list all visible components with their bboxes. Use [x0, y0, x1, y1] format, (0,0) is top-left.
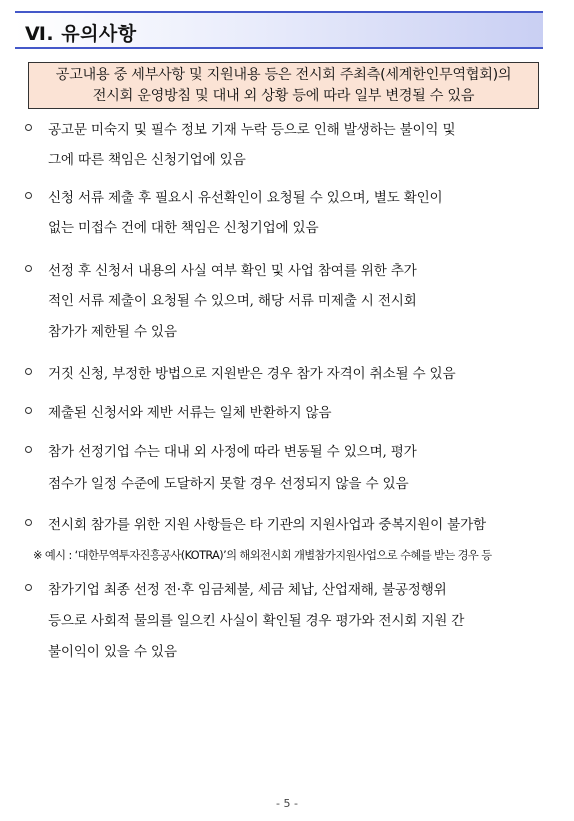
list-item-line: 신청 서류 제출 후 필요시 유선확인이 요청될 수 있으며, 별도 확인이 — [48, 190, 443, 206]
notice-line-2: 전시회 운영방침 및 대내 외 상황 등에 따라 일부 변경될 수 있음 — [92, 88, 475, 104]
list-item-line: 적인 서류 제출이 요청될 수 있으며, 해당 서류 미제출 시 전시회 — [48, 293, 417, 309]
list-item-line: 그에 따른 책임은 신청기업에 있음 — [48, 152, 246, 168]
list-item-line: 등으로 사회적 물의를 일으킨 사실이 확인될 경우 평가와 전시회 지원 간 — [48, 613, 465, 629]
example-note: ※ 예시 : ‘대한무역투자진흥공사(KOTRA)’의 해외전시회 개별참가지원사업으로 수혜를 받는 경우 등 — [33, 549, 492, 562]
list-item-line: 선정 후 신청서 내용의 사실 여부 확인 및 사업 참여를 위한 추가 — [48, 263, 417, 279]
circle-bullet-icon — [25, 124, 32, 131]
list-item-line: 공고문 미숙지 및 필수 정보 기재 누락 등으로 인해 발생하는 불이익 및 — [48, 122, 456, 138]
list-item-line: 참가기업 최종 선정 전·후 임금체불, 세금 체납, 산업재해, 불공정행위 — [48, 582, 447, 598]
circle-bullet-icon — [25, 519, 32, 526]
section-title: Ⅵ. 유의사항 — [25, 23, 137, 45]
list-item-line: 거짓 신청, 부정한 방법으로 지원받은 경우 참가 자격이 취소될 수 있음 — [48, 366, 456, 382]
list-item-line: 참가가 제한될 수 있음 — [48, 324, 177, 340]
list-item-line: 전시회 참가를 위한 지원 사항들은 타 기관의 지원사업과 중복지원이 불가함 — [48, 517, 486, 533]
list-item-line: 참가 선정기업 수는 대내 외 사정에 따라 변동될 수 있으며, 평가 — [48, 444, 417, 460]
page-number: - 5 - — [276, 797, 298, 810]
circle-bullet-icon — [25, 446, 32, 453]
circle-bullet-icon — [25, 192, 32, 199]
section-title-bar — [15, 11, 543, 49]
circle-bullet-icon — [25, 265, 32, 272]
circle-bullet-icon — [25, 584, 32, 591]
circle-bullet-icon — [25, 407, 32, 414]
list-item-line: 점수가 일정 수준에 도달하지 못할 경우 선정되지 않을 수 있음 — [48, 476, 409, 492]
list-item-line: 제출된 신청서와 제반 서류는 일체 반환하지 않음 — [48, 405, 332, 421]
notice-line-1: 공고내용 중 세부사항 및 지원내용 등은 전시회 주최측(세계한인무역협회)의 — [55, 67, 512, 83]
notice-box — [28, 62, 539, 109]
list-item-line: 불이익이 있을 수 있음 — [48, 644, 177, 660]
list-item-line: 없는 미접수 건에 대한 책임은 신청기업에 있음 — [48, 220, 319, 236]
circle-bullet-icon — [25, 368, 32, 375]
